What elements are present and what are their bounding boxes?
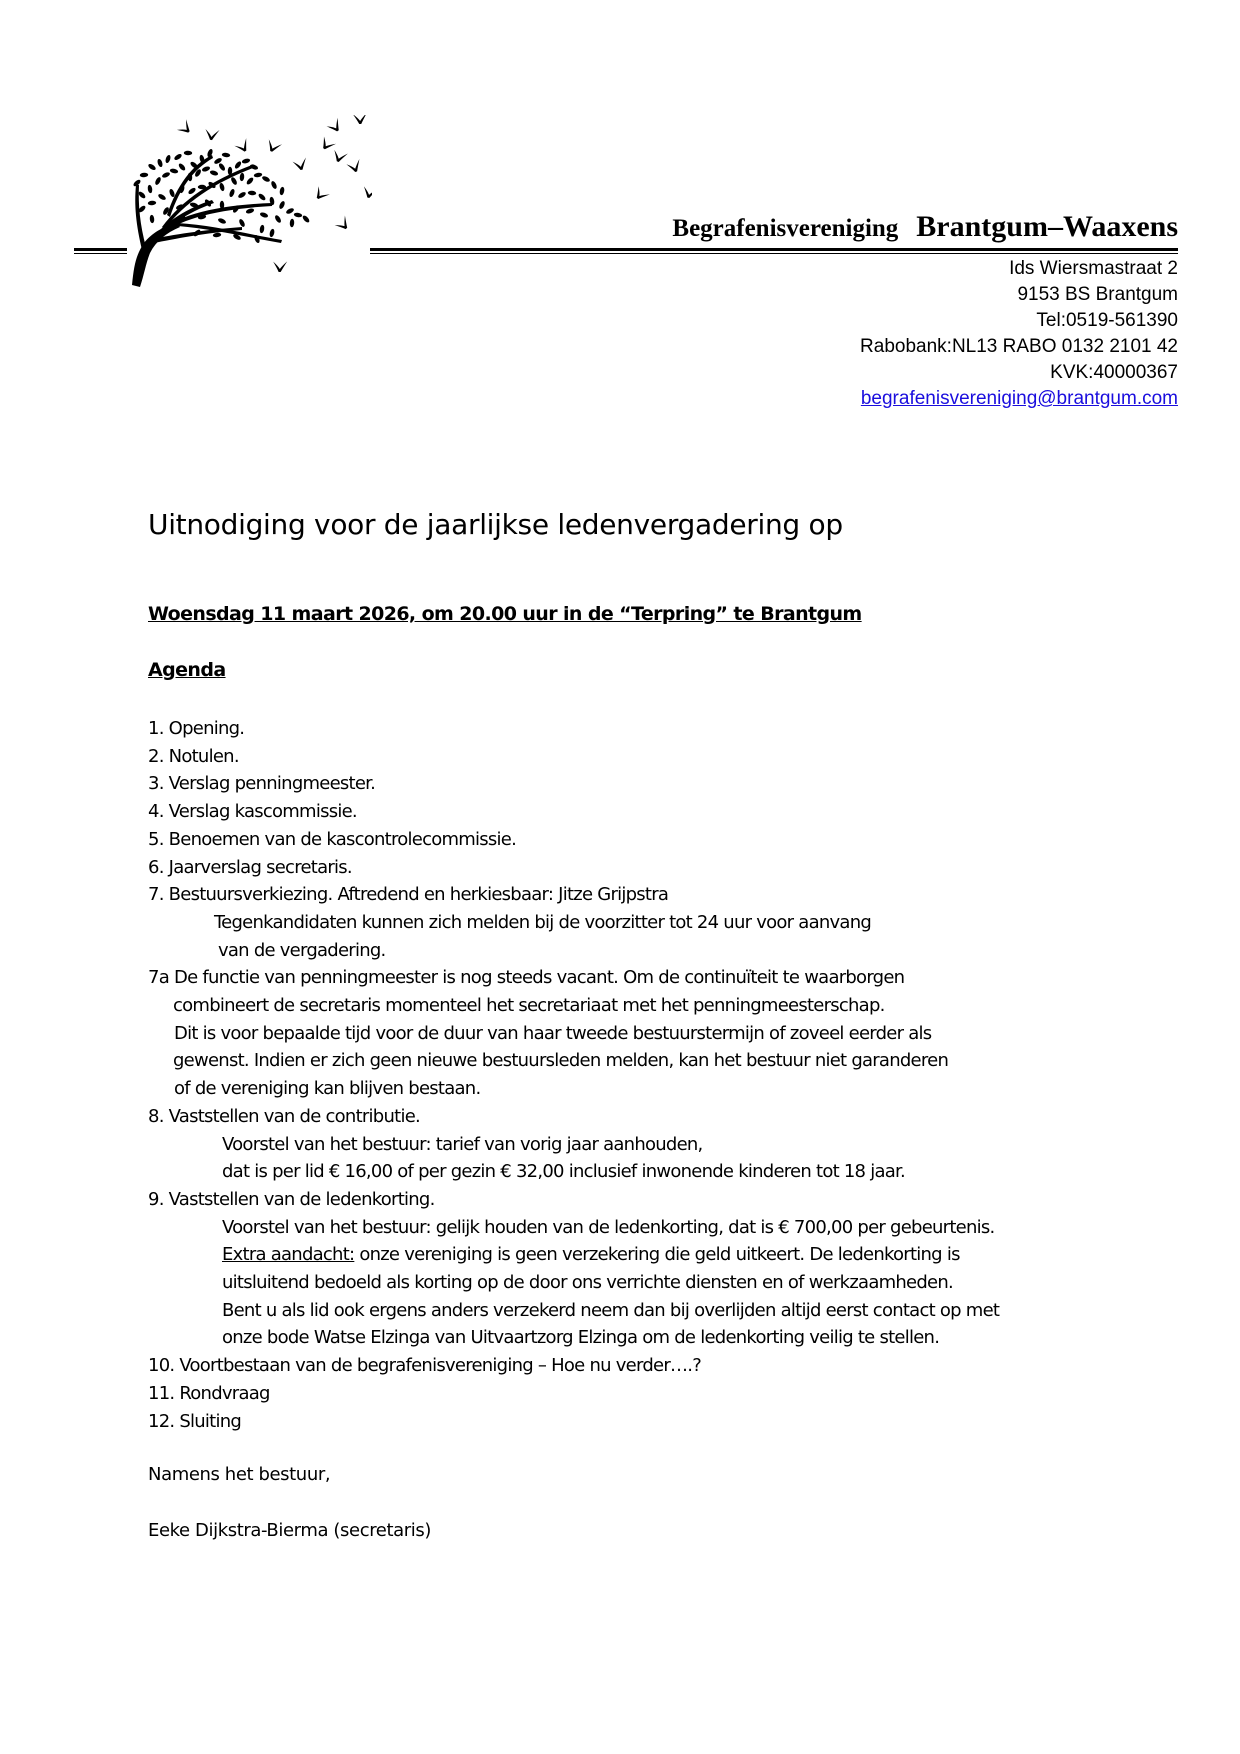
leaf-shape (147, 185, 153, 194)
phone-number: Tel:0519-561390 (1036, 310, 1178, 331)
leaf-shape (234, 160, 243, 169)
leaf-shape (253, 172, 262, 178)
agenda-item-detail: uitsluitend bedoeld als korting op de door ons verrichte diensten en of werkzaamheden. (222, 1272, 953, 1294)
leaf-shape (261, 175, 270, 183)
leaf-shape (245, 208, 254, 215)
leaf-shape (293, 212, 302, 218)
closing-line: Namens het bestuur, (148, 1464, 331, 1485)
leaf-shape (168, 188, 175, 197)
agenda-item: 9. Vaststellen van de ledenkorting. (148, 1188, 435, 1210)
extra-attention-text: onze vereniging is geen verzekering die geld uitkeert. De ledenkorting is (354, 1244, 960, 1266)
leaf-shape (213, 232, 222, 237)
leaf-shape (161, 171, 170, 179)
extra-attention-label: Extra aandacht: (222, 1244, 355, 1266)
agenda-item-detail: of de vereniging kan blijven bestaan. (174, 1078, 481, 1100)
organization-type: Begrafenisvereniging (672, 215, 899, 242)
leaf-shape (169, 168, 178, 174)
agenda-item-detail: Dit is voor bepaalde tijd voor de duur van haar tweede bestuurstermijn of zoveel eerder als (174, 1022, 932, 1044)
agenda-item: 8. Vaststellen van de contributie. (148, 1105, 420, 1127)
leaf-shape (209, 170, 218, 177)
leaf-shape (257, 193, 266, 202)
meeting-date-location: Woensdag 11 maart 2026, om 20.00 uur in de “Terpring” te Brantgum (148, 603, 862, 625)
postal-city: 9153 BS Brantgum (1017, 284, 1178, 305)
signature: Eeke Dijkstra-Bierma (secretaris) (148, 1520, 431, 1541)
organization-name: Brantgum–Waaxens (916, 210, 1178, 243)
agenda-item-detail: Voorstel van het bestuur: tarief van vorig jaar aanhouden, (222, 1133, 703, 1155)
leaf-shape (137, 190, 146, 199)
leaf-shape (238, 218, 246, 227)
bird-shape (362, 185, 372, 199)
leaf-shape (198, 185, 206, 189)
street-address: Ids Wiersmastraat 2 (1009, 258, 1178, 279)
kvk-number: KVK:40000367 (1050, 362, 1178, 383)
bird-shape (331, 149, 348, 164)
leaf-shape (219, 182, 226, 191)
bird-shape (292, 158, 308, 172)
leaf-shape (237, 191, 246, 199)
bird-shape (204, 128, 219, 141)
bird-shape (312, 185, 330, 202)
leaf-shape (248, 190, 257, 195)
agenda-item: 12. Sluiting (148, 1410, 242, 1432)
header-rule-thin (370, 253, 1178, 254)
header-rule-left-thin (74, 253, 127, 254)
agenda-item-detail: Voorstel van het bestuur: gelijk houden van de ledenkorting, dat is € 700,00 per gebeurtenis. (222, 1216, 995, 1238)
bird-shape (346, 159, 363, 174)
leaf-shape (259, 211, 268, 218)
agenda-item: 7a De functie van penningmeester is nog steeds vacant. Om de continuïteit te waarborgen (148, 967, 905, 989)
header-rule-left (74, 248, 127, 251)
agenda-heading: Agenda (148, 659, 226, 681)
leaf-shape (285, 207, 294, 215)
agenda-item: 1. Opening. (148, 718, 245, 739)
leaf-shape (222, 152, 231, 157)
agenda-item: 4. Verslag kascommissie. (148, 801, 357, 823)
leaf-shape (246, 176, 255, 185)
organization-title (672, 210, 1178, 244)
leaf-shape (206, 148, 213, 157)
leaf-shape (148, 200, 157, 205)
leaf-shape (147, 163, 156, 171)
agenda-item: 10. Voortbestaan van de begrafenisvereniging – Hoe nu verder….? (148, 1355, 701, 1377)
leaf-shape (269, 228, 275, 237)
bank-account: Rabobank:NL13 RABO 0132 2101 42 (860, 336, 1178, 357)
leaf-shape (249, 163, 258, 170)
leaf-shape (140, 173, 149, 178)
leaf-shape (228, 188, 235, 197)
leaf-shape (241, 158, 250, 164)
bird-shape (318, 136, 336, 153)
leaf-shape (149, 215, 154, 224)
contact-block (860, 256, 1178, 412)
leaf-shape (157, 158, 164, 167)
agenda-item: 5. Benoemen van de kascontrolecommissie. (148, 828, 517, 850)
leaf-shape (279, 186, 285, 195)
agenda-item-detail: combineert de secretaris momenteel het secretariaat met het penningmeesterschap. (173, 995, 885, 1017)
leaf-shape (201, 165, 210, 172)
leaf-shape (218, 162, 226, 171)
leaf-shape (290, 219, 295, 228)
leaf-shape (154, 176, 162, 185)
agenda-item-detail: Bent u als lid ook ergens anders verzekerd neem dan bij overlijden altijd eerst contact op met (222, 1299, 1000, 1321)
agenda-item: 11. Rondvraag (148, 1382, 270, 1404)
leaf-shape (239, 173, 244, 182)
agenda-list (148, 715, 1148, 1435)
leaf-shape (165, 154, 172, 163)
tree-with-birds-icon (122, 115, 372, 290)
bird-shape (265, 138, 282, 154)
leaf-shape (178, 162, 187, 171)
agenda-item-detail: gewenst. Indien er zich geen nieuwe bestuursleden melden, kan het bestuur niet garanderen (173, 1050, 949, 1072)
leaf-shape (184, 151, 193, 156)
bird-shape (176, 119, 194, 137)
leaf-shape (270, 180, 278, 189)
leaf-shape (230, 176, 238, 185)
agenda-item: 6. Jaarverslag secretaris. (148, 856, 352, 878)
agenda-item: 3. Verslag penningmeester. (148, 773, 376, 795)
bird-shape (234, 138, 252, 154)
leaf-shape (278, 200, 286, 209)
bird-shape (353, 115, 367, 124)
leaf-shape (173, 153, 182, 161)
agenda-item-detail: Tegenkandidaten kunnen zich melden bij de voorzitter tot 24 uur voor aanvang (214, 911, 872, 933)
leaf-shape (157, 193, 166, 201)
agenda-item-detail: dat is per lid € 16,00 of per gezin € 32,00 inclusief inwonende kinderen tot 18 jaar. (222, 1161, 906, 1183)
bird-shape (326, 118, 344, 135)
letter-title: Uitnodiging voor de jaarlijkse ledenvergadering op (148, 508, 843, 541)
header-rule (370, 248, 1178, 251)
leaf-shape (259, 225, 265, 234)
leaf-shape (302, 214, 311, 223)
agenda-item: 2. Notulen. (148, 745, 239, 767)
leaf-shape (187, 187, 196, 196)
agenda-item-detail (148, 1241, 1148, 1269)
email-link[interactable]: begrafenisvereniging@brantgum.com (860, 388, 1178, 409)
bird-shape (273, 261, 288, 273)
leaf-shape (274, 214, 282, 223)
bird-shape (334, 215, 352, 232)
agenda-item-detail: onze bode Watse Elzinga van Uitvaartzorg Elzinga om de ledenkorting veilig te stellen. (222, 1327, 940, 1349)
agenda-item: 7. Bestuursverkiezing. Aftredend en herkiesbaar: Jitze Grijpstra (148, 884, 669, 906)
leaf-shape (217, 217, 226, 225)
agenda-item-detail: van de vergadering. (218, 939, 386, 961)
